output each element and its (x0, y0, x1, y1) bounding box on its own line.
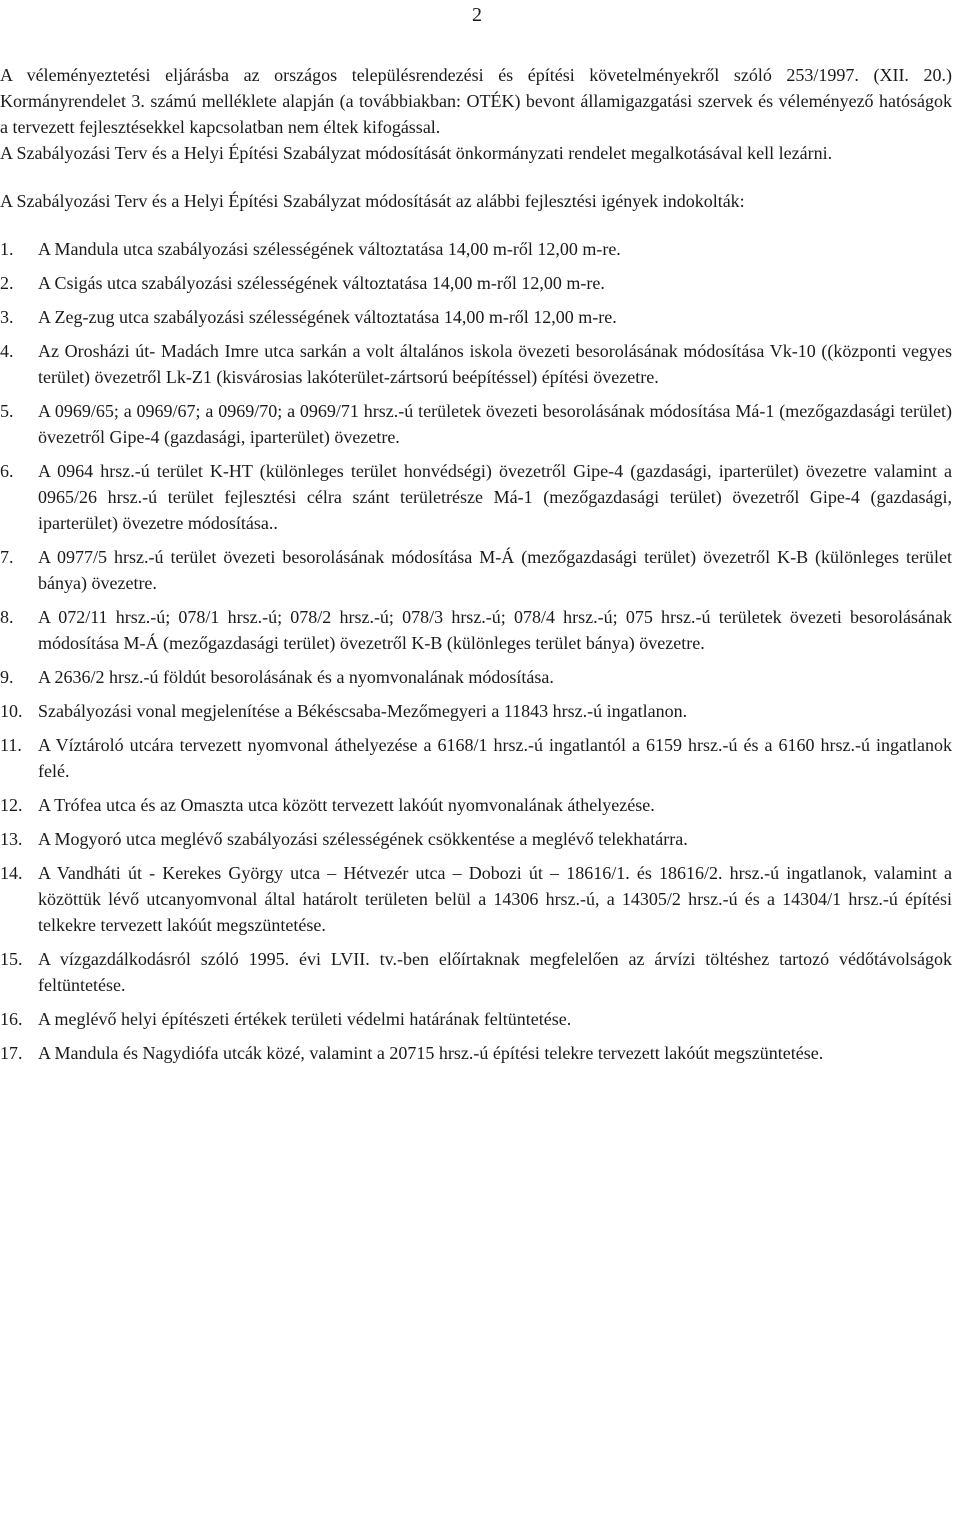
document-body (0, 62, 952, 1074)
item-number: 2. (0, 273, 14, 293)
item-text: A Csigás utca szabályozási szélességének változtatása 14,00 m-ről 12,00 m-re. (38, 273, 605, 293)
list-item (0, 304, 952, 330)
item-number: 12. (0, 795, 23, 815)
item-text: A Mandula és Nagydiófa utcák közé, valamint a 20715 hrsz.-ú építési telekre tervezett lakóút megszüntetése. (38, 1043, 824, 1063)
item-text: A 072/11 hrsz.-ú; 078/1 hrsz.-ú; 078/2 hrsz.-ú; 078/3 hrsz.-ú; 078/4 hrsz.-ú; 075 hrsz.-ú területek övezeti besorolásának módosítása M-Á (mezőgazdasági terület) övezetről K-B (különleges terület bánya) övezetre. (38, 607, 952, 653)
item-number: 8. (0, 607, 14, 627)
item-number: 7. (0, 547, 14, 567)
list-item (0, 860, 952, 938)
item-text: A 0977/5 hrsz.-ú terület övezeti besorolásának módosítása M-Á (mezőgazdasági terület) övezetről K-B (különleges terület bánya) övezetre. (38, 547, 952, 593)
item-text: A meglévő helyi építészeti értékek területi védelmi határának feltüntetése. (38, 1009, 572, 1029)
item-number: 11. (0, 735, 22, 755)
list-item (0, 664, 952, 690)
item-number: 14. (0, 863, 23, 883)
item-text: Szabályozási vonal megjelenítése a Békéscsaba-Mezőmegyeri a 11843 hrsz.-ú ingatlanon. (38, 701, 688, 721)
item-text: Az Orosházi út- Madách Imre utca sarkán a volt általános iskola övezeti besorolásának módosítása Vk-10 ((központi vegyes terület) övezetről Lk-Z1 (kisvárosias lakóterület-zártsorú beépítéssel) építési övezetre. (38, 341, 952, 387)
list-item (0, 698, 952, 724)
intro-paragraph-1: A véleményeztetési eljárásba az országos településrendezési és építési követelményekről szóló 253/1997. (XII. 20.) Kormányrendelet 3. számú melléklete alapján (a továbbiakban: OTÉK) bevont államigazgatási szervek és véleményező hatóságok a tervezett fejlesztésekkel kapcsolatban nem éltek kifogással. (0, 65, 952, 137)
item-number: 1. (0, 239, 14, 259)
item-number: 3. (0, 307, 14, 327)
list-item (0, 338, 952, 390)
item-number: 15. (0, 949, 23, 969)
page-number: 2 (472, 4, 482, 26)
item-number: 13. (0, 829, 23, 849)
list-item (0, 1006, 952, 1032)
item-number: 16. (0, 1009, 23, 1029)
list-item (0, 604, 952, 656)
list-item (0, 946, 952, 998)
item-text: A 2636/2 hrsz.-ú földút besorolásának és a nyomvonalának módosítása. (38, 667, 554, 687)
item-number: 4. (0, 341, 14, 361)
item-text: A Víztároló utcára tervezett nyomvonal áthelyezése a 6168/1 hrsz.-ú ingatlantól a 6159 hrsz.-ú és a 6160 hrsz.-ú ingatlanok felé. (38, 735, 952, 781)
list-item (0, 398, 952, 450)
item-number: 6. (0, 461, 14, 481)
item-text: A Mandula utca szabályozási szélességének változtatása 14,00 m-ről 12,00 m-re. (38, 239, 621, 259)
list-item (0, 458, 952, 536)
item-text: A Mogyoró utca meglévő szabályozási szélességének csökkentése a meglévő telekhatárra. (38, 829, 688, 849)
list-item (0, 792, 952, 818)
list-item (0, 270, 952, 296)
item-text: A Vandháti út - Kerekes György utca – Hétvezér utca – Dobozi út – 18616/1. és 18616/2. hrsz.-ú ingatlanok, valamint a közöttük lévő utcanyomvonal által határolt területen belül a 14306 hrsz.-ú, a 14305/2 hrsz.-ú és a 14304/1 hrsz.-ú építési telkekre tervezett lakóút megszüntetése. (38, 863, 952, 935)
development-needs-list (0, 236, 952, 1066)
list-item (0, 544, 952, 596)
list-item (0, 1040, 952, 1066)
item-number: 17. (0, 1043, 23, 1063)
list-intro-paragraph: A Szabályozási Terv és a Helyi Építési Szabályzat módosítását az alábbi fejlesztési igények indokolták: (0, 191, 745, 211)
item-number: 9. (0, 667, 14, 687)
list-item (0, 826, 952, 852)
item-text: A 0964 hrsz.-ú terület K-HT (különleges terület honvédségi) övezetről Gipe-4 (gazdasági, iparterület) övezetre valamint a 0965/26 hrsz.-ú terület fejlesztési célra szánt területrésze Má-1 (mezőgazdasági terület) övezetről Gipe-4 (gazdasági, iparterület) övezetre módosítása.. (38, 461, 952, 533)
item-text: A Zeg-zug utca szabályozási szélességének változtatása 14,00 m-ről 12,00 m-re. (38, 307, 617, 327)
item-text: A Trófea utca és az Omaszta utca között tervezett lakóút nyomvonalának áthelyezése. (38, 795, 655, 815)
intro-paragraph-2: A Szabályozási Terv és a Helyi Építési Szabályzat módosítását önkormányzati rendelet megalkotásával kell lezárni. (0, 143, 833, 163)
item-text: A 0969/65; a 0969/67; a 0969/70; a 0969/71 hrsz.-ú területek övezeti besorolásának módosítása Má-1 (mezőgazdasági terület) övezetről Gipe-4 (gazdasági, iparterület) övezetre. (38, 401, 952, 447)
item-text: A vízgazdálkodásról szóló 1995. évi LVII. tv.-ben előírtaknak megfelelően az árvízi töltéshez tartozó védőtávolságok feltüntetése. (38, 949, 952, 995)
list-item (0, 236, 952, 262)
list-item (0, 732, 952, 784)
item-number: 5. (0, 401, 14, 421)
item-number: 10. (0, 701, 23, 721)
